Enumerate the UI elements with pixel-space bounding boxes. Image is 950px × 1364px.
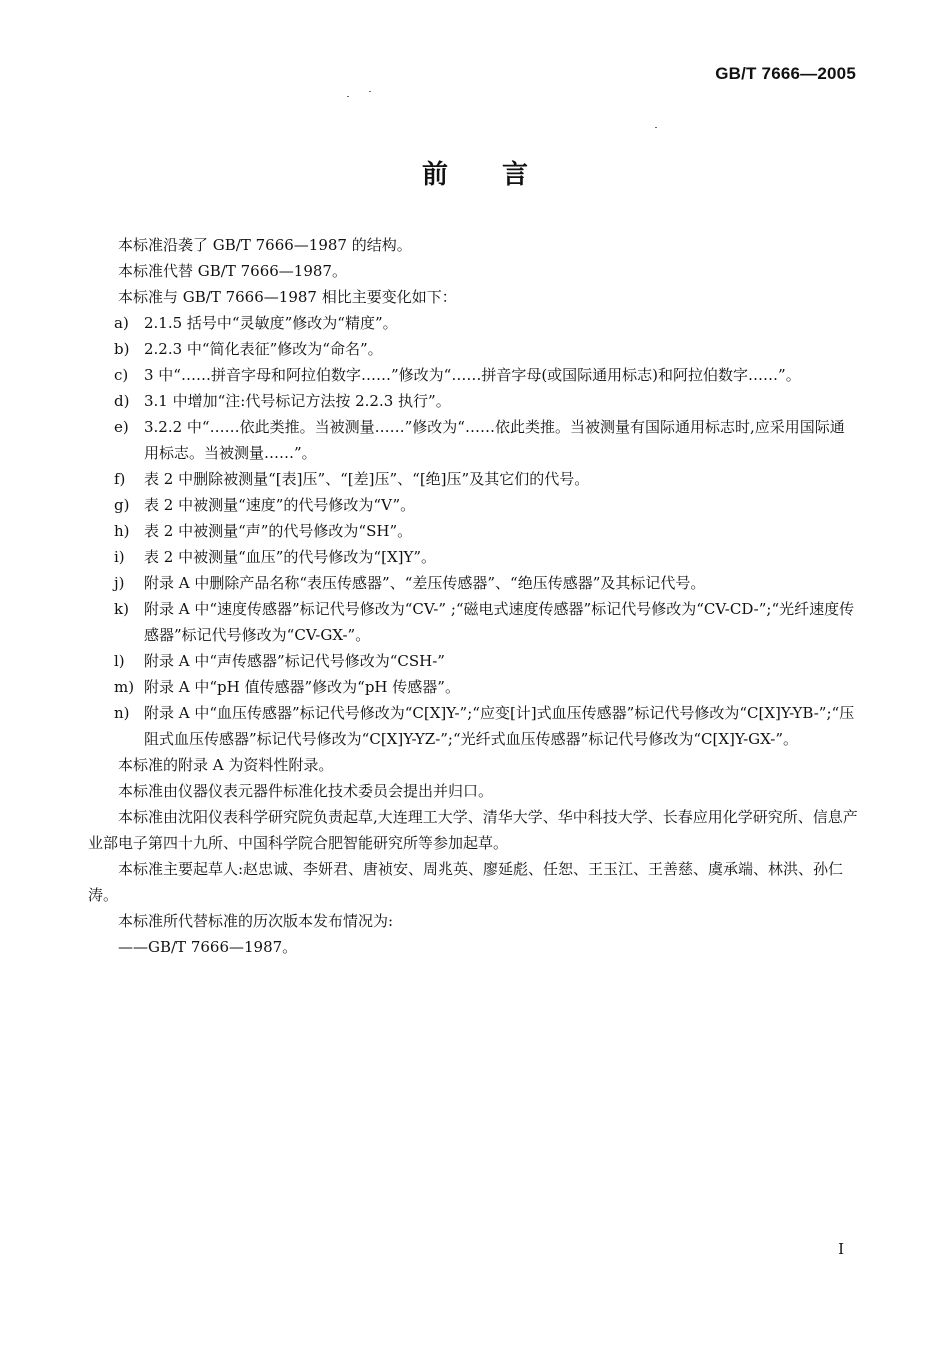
list-item	[88, 700, 858, 752]
list-item-text: 表 2 中删除被测量“[表]压”、“[差]压”、“[绝]压”及其它们的代号。	[144, 470, 590, 488]
closing-paragraph: 本标准主要起草人:赵忠诚、李妍君、唐祯安、周兆英、廖延彪、任恕、王玉江、王善慈、虞承端、林洪、孙仁涛。	[88, 860, 844, 904]
list-item	[88, 648, 858, 674]
list-item-text: 2.1.5 括号中“灵敏度”修改为“精度”。	[144, 314, 398, 332]
list-item-text: 表 2 中被测量“速度”的代号修改为“V”。	[144, 496, 416, 514]
list-marker: b)	[114, 340, 130, 358]
list-marker: a)	[114, 314, 129, 332]
list-marker: d)	[114, 392, 130, 410]
closing-paragraph: 本标准的附录 A 为资料性附录。	[118, 756, 334, 774]
list-marker: g)	[114, 496, 130, 514]
page-title: 前言	[421, 160, 582, 190]
list-item	[88, 336, 858, 362]
intro-paragraph: 本标准沿袭了 GB/T 7666—1987 的结构。	[118, 236, 412, 254]
closing-paragraph: 本标准由仪器仪表元器件标准化技术委员会提出并归口。	[118, 782, 494, 800]
list-item-text: 附录 A 中“声传感器”标记代号修改为“CSH-”	[144, 652, 445, 670]
list-item-text: 附录 A 中删除产品名称“表压传感器”、“差压传感器”、“绝压传感器”及其标记代号。	[144, 574, 706, 592]
list-item-text: 3 中“……拼音字母和阿拉伯数字……”修改为“……拼音字母(或国际通用标志)和阿拉伯数字……”。	[144, 366, 801, 384]
list-item-text: 3.2.2 中“……依此类推。当被测量……”修改为“……依此类推。当被测量有国际通用标志时,应采用国际通用标志。当被测量……”。	[144, 418, 845, 462]
list-marker: n)	[114, 704, 130, 722]
list-marker: e)	[114, 418, 129, 436]
list-item	[88, 596, 858, 648]
list-item	[88, 518, 858, 544]
list-marker: f)	[114, 470, 126, 488]
intro-paragraph: 本标准与 GB/T 7666—1987 相比主要变化如下：	[118, 288, 457, 306]
scan-speck	[655, 127, 657, 128]
list-item-text: 附录 A 中“血压传感器”标记代号修改为“C[X]Y-”;“应变[计]式血压传感器”标记代号修改为“C[X]Y-YB-”;“压阻式血压传感器”标记代号修改为“C[X]Y-YZ-”;“光纤式血压传感器”标记代号修改为“C[X]Y-GX-”。	[144, 704, 855, 748]
list-marker: c)	[114, 366, 129, 384]
list-item-text: 附录 A 中“速度传感器”标记代号修改为“CV-” ;“磁电式速度传感器”标记代号修改为“CV-CD-”;“光纤速度传感器”标记代号修改为“CV-GX-”。	[144, 600, 855, 644]
closing-paragraph: ——GB/T 7666—1987。	[118, 938, 298, 956]
closing-paragraph: 本标准所代替标准的历次版本发布情况为:	[118, 912, 394, 930]
list-item	[88, 674, 858, 700]
list-marker: j)	[114, 574, 125, 592]
standard-code: GB/T 7666—2005	[715, 64, 856, 83]
closing-paragraph: 本标准由沈阳仪表科学研究院负责起草,大连理工大学、清华大学、华中科技大学、长春应用化学研究所、信息产业部电子第四十九所、中国科学院合肥智能研究所等参加起草。	[88, 808, 858, 852]
list-marker: k)	[114, 600, 129, 618]
intro-paragraph: 本标准代替 GB/T 7666—1987。	[118, 262, 347, 280]
list-item-text: 表 2 中被测量“声”的代号修改为“SH”。	[144, 522, 413, 540]
list-item	[88, 570, 858, 596]
list-item	[88, 544, 858, 570]
list-item	[88, 388, 858, 414]
page-number: I	[838, 1240, 844, 1258]
scan-speck	[347, 96, 349, 97]
list-item-text: 表 2 中被测量“血压”的代号修改为“[X]Y”。	[144, 548, 437, 566]
list-marker: i)	[114, 548, 125, 566]
list-item	[88, 466, 858, 492]
list-item	[88, 492, 858, 518]
list-marker: h)	[114, 522, 130, 540]
foreword-body	[88, 232, 858, 960]
list-item-text: 附录 A 中“pH 值传感器”修改为“pH 传感器”。	[144, 678, 460, 696]
list-item	[88, 362, 858, 388]
changes-list	[88, 310, 858, 752]
list-item-text: 2.2.3 中“简化表征”修改为“命名”。	[144, 340, 383, 358]
list-item-text: 3.1 中增加“注:代号标记方法按 2.2.3 执行”。	[144, 392, 451, 410]
list-marker: m)	[114, 678, 135, 696]
scan-speck	[369, 91, 371, 92]
list-item	[88, 414, 858, 466]
list-item	[88, 310, 858, 336]
list-marker: l)	[114, 652, 125, 670]
